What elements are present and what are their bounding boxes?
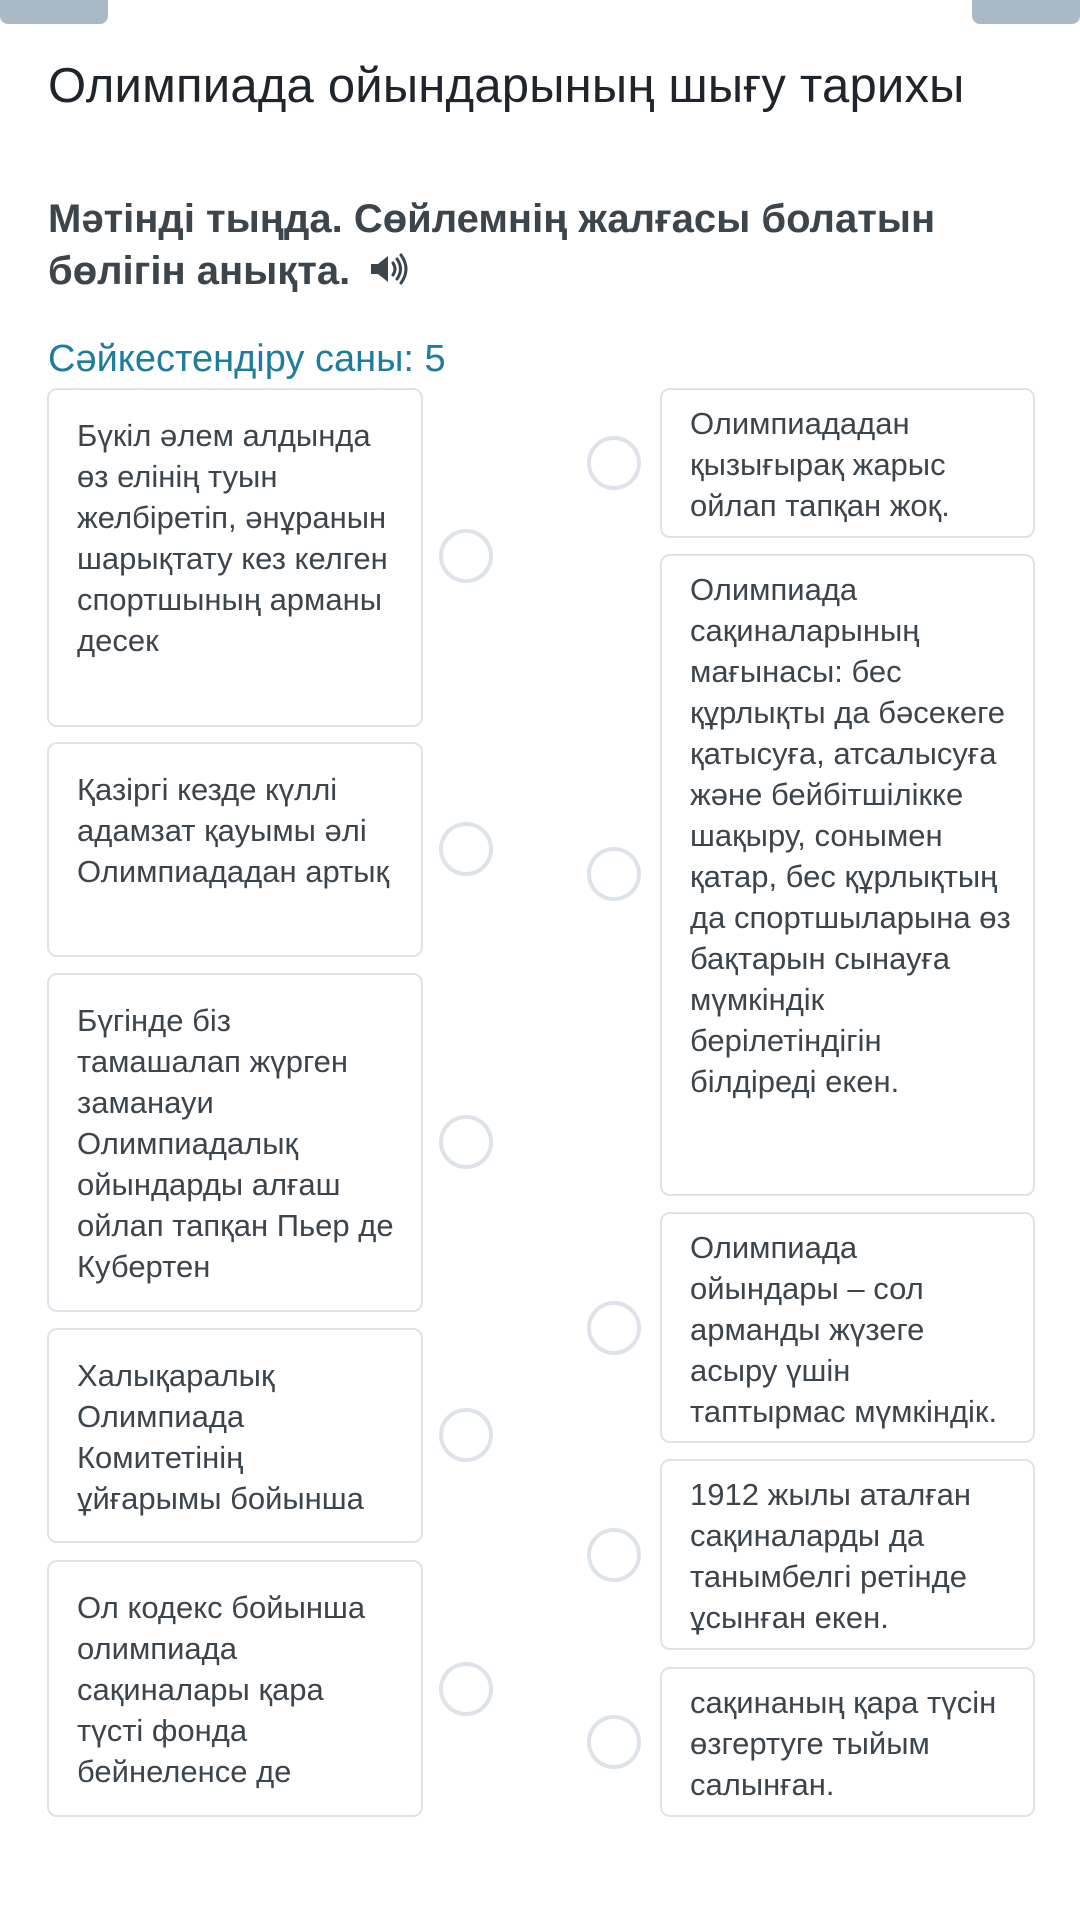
right-item-card[interactable] bbox=[660, 1212, 1035, 1443]
left-match-radio[interactable] bbox=[439, 1662, 493, 1716]
right-item-text: Олимпиада сақиналарының мағынасы: бес құрлықты да бәсекеге қатысуға, атсалысуға және бейбітшілікке шақыру, сонымен қатар, бес құрлықтың да спортшыларына өз бақтарын сынауға мүмкіндік берілетіндігін білдіреді екен. bbox=[690, 572, 1011, 1099]
right-item-text: 1912 жылы аталған сақиналарды да танымбелгі ретінде ұсынған екен. bbox=[690, 1477, 971, 1635]
left-item-text: Бүгінде біз тамашалап жүрген заманауи Олимпиадалық ойындарды алғаш ойлап тапқан Пьер де Кубертен bbox=[77, 1003, 394, 1284]
right-item-text: сақинаның қара түсін өзгертуге тыйым салынған. bbox=[690, 1685, 997, 1802]
right-item-card[interactable] bbox=[660, 1667, 1035, 1817]
left-item-text: Бүкіл әлем алдында өз елінің туын желбіретіп, әнұранын шарықтату кез келген спортшының арманы десек bbox=[77, 418, 388, 658]
left-item-card[interactable] bbox=[47, 388, 423, 727]
right-item-card[interactable] bbox=[660, 388, 1035, 538]
left-item-card[interactable] bbox=[47, 1560, 423, 1817]
right-match-radio[interactable] bbox=[587, 436, 641, 490]
left-item-text: Халықаралық Олимпиада Комитетінің ұйғарымы бойынша bbox=[77, 1358, 364, 1516]
left-item-card[interactable] bbox=[47, 1328, 423, 1543]
match-count: Сәйкестендіру саны: 5 bbox=[48, 338, 446, 380]
left-match-radio[interactable] bbox=[439, 1408, 493, 1462]
left-item-text: Қазіргі кезде күллі адамзат қауымы әлі Олимпиададан артық bbox=[77, 772, 390, 889]
left-match-radio[interactable] bbox=[439, 822, 493, 876]
left-match-radio[interactable] bbox=[439, 1115, 493, 1169]
page-title: Олимпиада ойындарының шығу тарихы bbox=[48, 59, 965, 113]
left-item-card[interactable] bbox=[47, 973, 423, 1312]
left-item-text: Ол кодекс бойынша олимпиада сақиналары қара түсті фонда бейнеленсе де bbox=[77, 1590, 366, 1789]
instruction-text: Мәтінді тыңда. Сөйлемнің жалғасы болатын бөлігін анықта. bbox=[48, 197, 936, 293]
right-match-radio[interactable] bbox=[587, 847, 641, 901]
right-match-radio[interactable] bbox=[587, 1528, 641, 1582]
top-right-tab[interactable] bbox=[972, 0, 1080, 24]
right-match-radio[interactable] bbox=[587, 1715, 641, 1769]
left-item-card[interactable] bbox=[47, 742, 423, 957]
left-match-radio[interactable] bbox=[439, 529, 493, 583]
right-match-radio[interactable] bbox=[587, 1301, 641, 1355]
speaker-icon[interactable] bbox=[367, 247, 411, 299]
right-item-text: Олимпиададан қызығырақ жарыс ойлап тапқан жоқ. bbox=[690, 406, 950, 523]
instruction bbox=[48, 193, 1008, 299]
right-item-card[interactable] bbox=[660, 554, 1035, 1196]
right-item-text: Олимпиада ойындары – сол арманды жүзеге асыру үшін таптырмас мүмкіндік. bbox=[690, 1230, 998, 1429]
right-item-card[interactable] bbox=[660, 1459, 1035, 1650]
top-left-tab[interactable] bbox=[0, 0, 108, 24]
